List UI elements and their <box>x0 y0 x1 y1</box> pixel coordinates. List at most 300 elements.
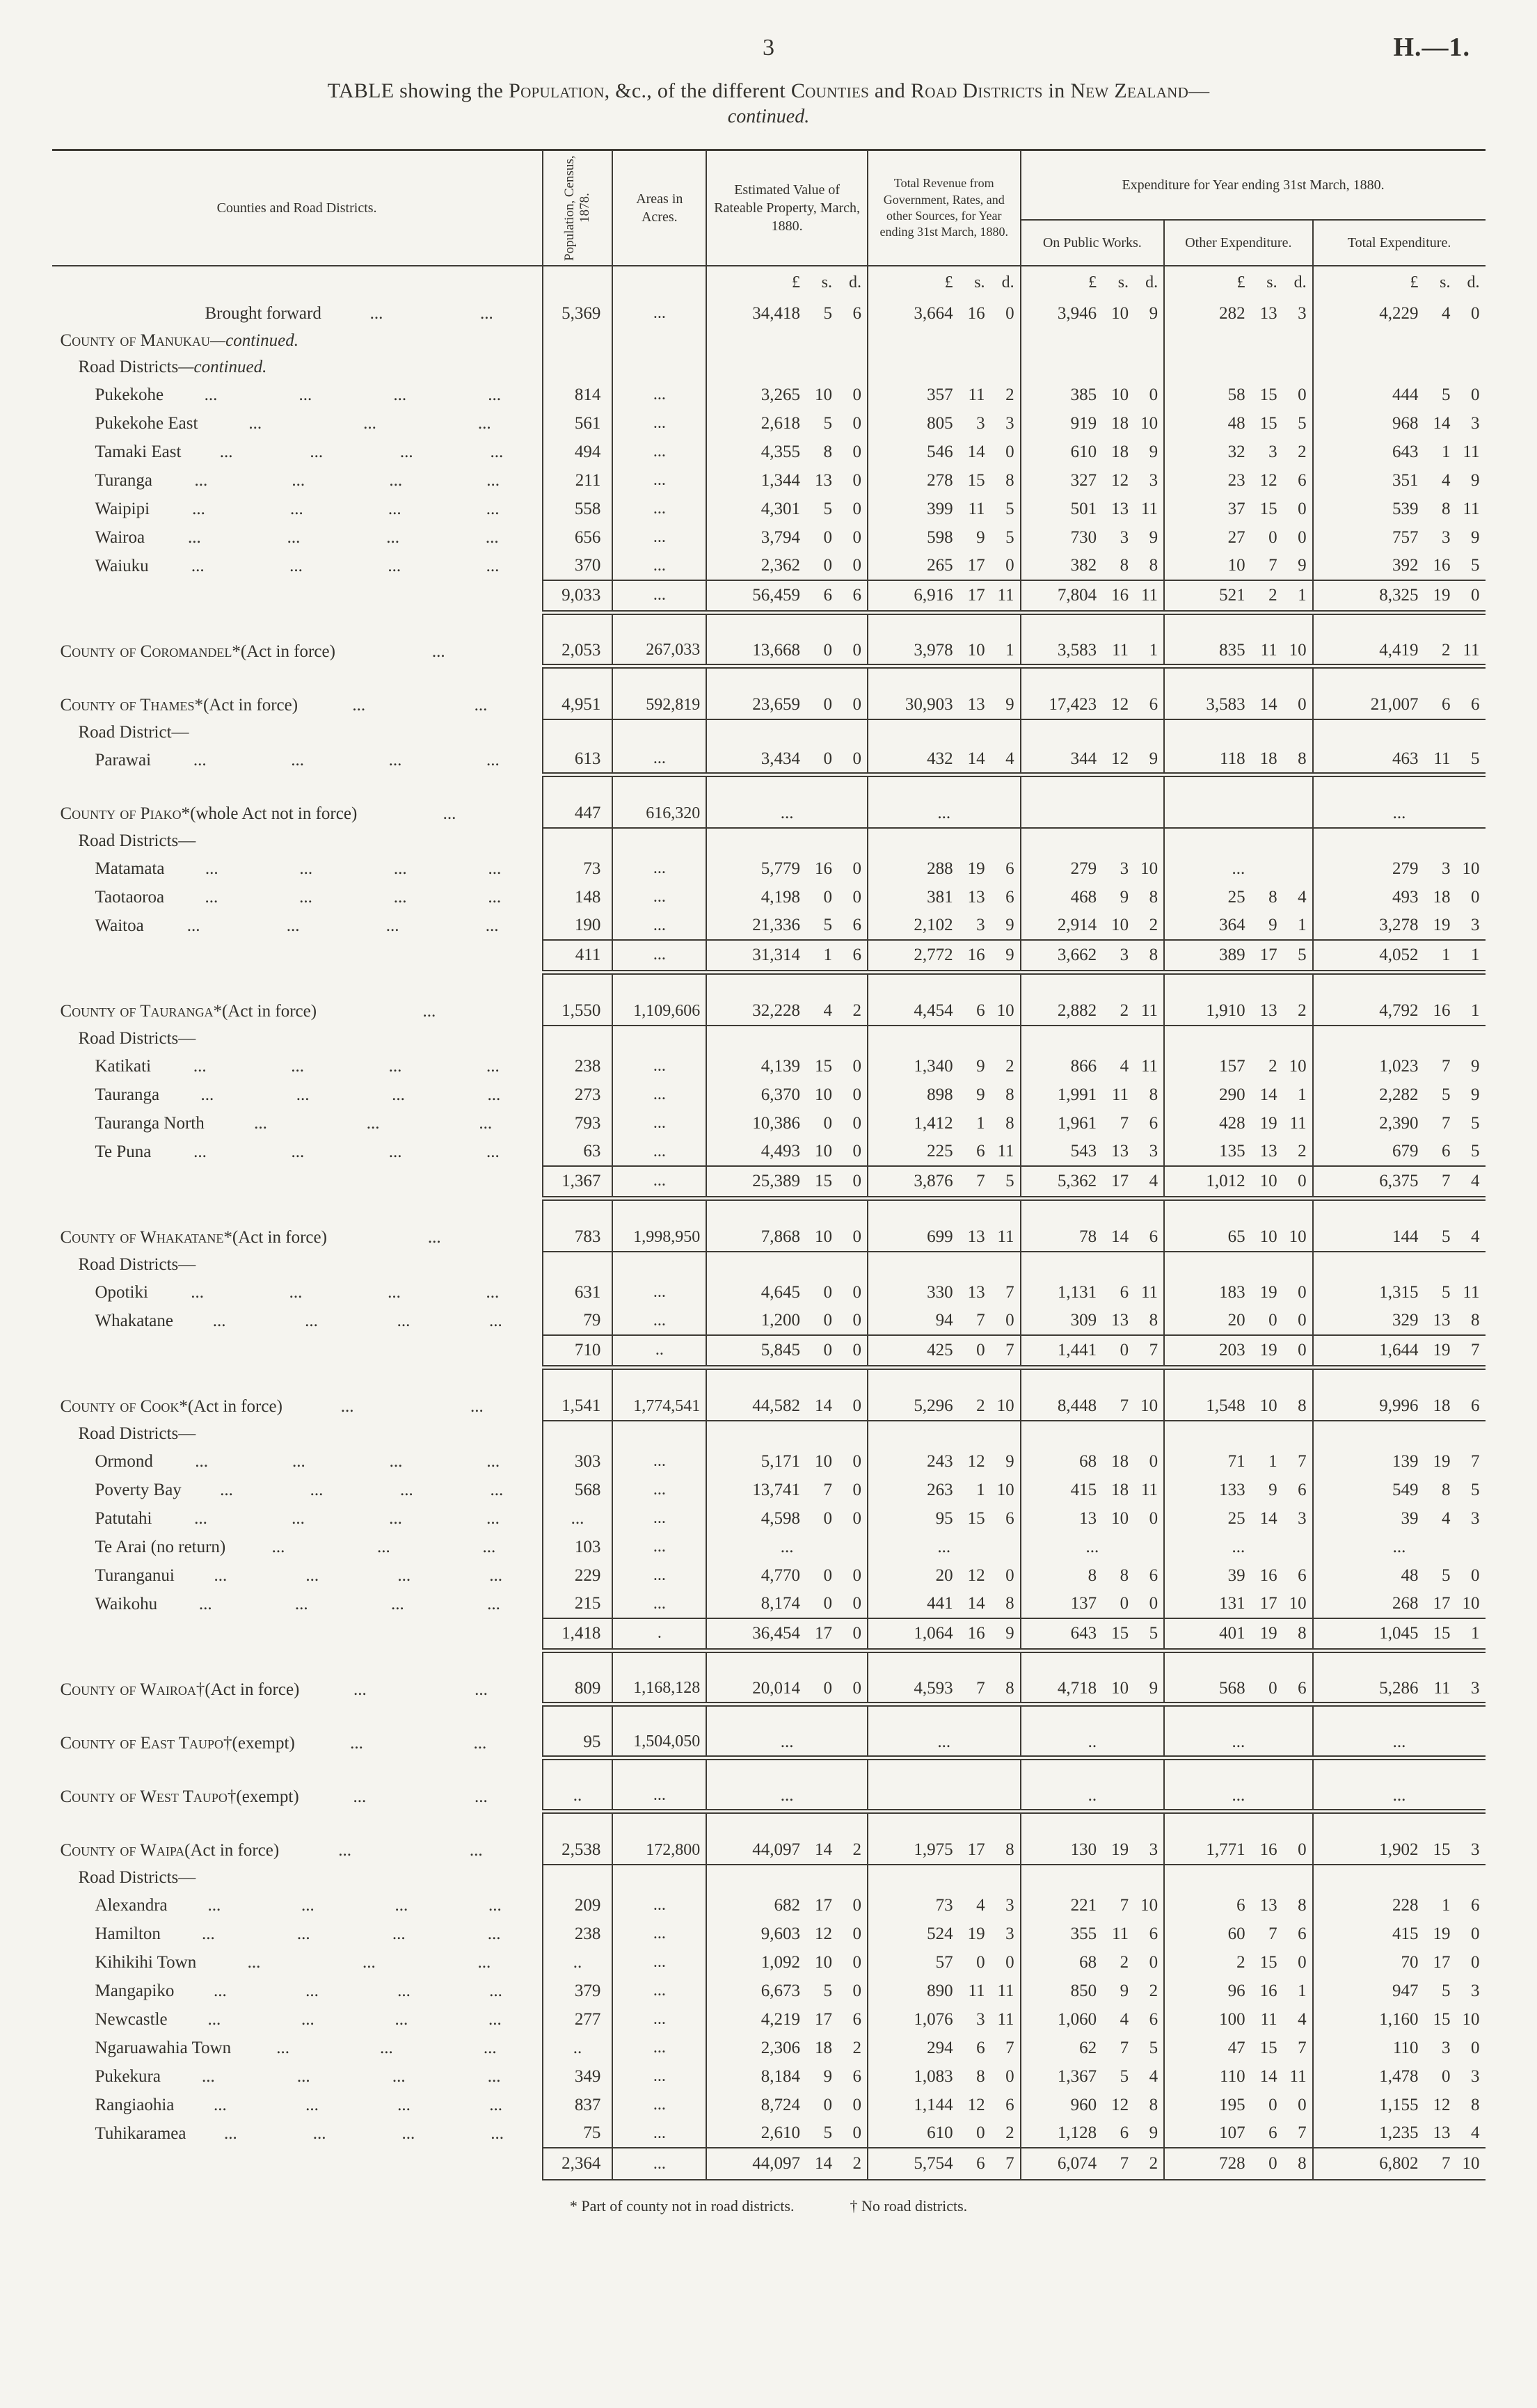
money-part: 17 <box>967 1840 985 1859</box>
money-part: 0 <box>823 556 832 575</box>
footnote <box>42 2197 1495 2215</box>
cell-est-value <box>706 1252 868 1278</box>
cell-est-value <box>706 354 868 381</box>
money-part: 18 <box>1111 1451 1129 1471</box>
cell-revenue <box>868 911 1021 940</box>
money-part: 3,664 <box>914 303 953 323</box>
leader-dots-group: ... <box>193 750 207 770</box>
cell-est-value <box>706 1650 868 1675</box>
leader-dots <box>174 2096 541 2115</box>
table-row-d <box>52 2034 1486 2062</box>
label-text: Tauranga North <box>95 1113 205 1133</box>
money-part: 2 <box>1005 2123 1014 2142</box>
cell-area: ... <box>612 2005 706 2034</box>
leader-dots <box>299 1787 542 1807</box>
money-part: 0 <box>1149 1451 1158 1471</box>
cell-population: 1,418 <box>543 1618 613 1650</box>
leader-dots-group: ... <box>289 1282 303 1302</box>
money-part: 2,618 <box>760 413 800 433</box>
money-part: 10 <box>1140 1396 1158 1415</box>
cell-est-value <box>706 552 868 580</box>
money-part: 2 <box>976 1396 985 1415</box>
money-part: 309 <box>1070 1311 1097 1330</box>
cell-revenue <box>868 1278 1021 1307</box>
money-part: 3 <box>1005 1924 1014 1943</box>
cell-population: 95 <box>543 1729 613 1757</box>
cell-public-works <box>1021 2005 1165 2034</box>
money-part: 3,434 <box>760 749 800 768</box>
money-part: 157 <box>1219 1056 1245 1076</box>
money-part: 1 <box>976 1113 985 1133</box>
row-label <box>52 1533 543 1561</box>
cell-public-works <box>1021 1865 1165 1891</box>
money-part: 14 <box>814 1840 832 1859</box>
title-segment: , &c., of the different <box>604 79 791 102</box>
money-part: 11 <box>1260 640 1277 660</box>
cell-revenue <box>868 1223 1021 1252</box>
cell-est-value <box>706 409 868 438</box>
leader-dots-group: ... <box>191 556 205 575</box>
money-part: 5,754 <box>914 2154 953 2173</box>
leader-dots-group: ... <box>490 1480 504 1499</box>
money-part: 0 <box>1298 695 1307 714</box>
table-row-cdata <box>52 799 1486 828</box>
money-part: 8 <box>1149 945 1158 964</box>
money-part: 5 <box>823 499 832 518</box>
row-label <box>52 381 543 409</box>
money-part: 268 <box>1392 1594 1419 1613</box>
cell-est-value <box>706 1920 868 1948</box>
leader-dots-group: ... <box>477 1952 491 1972</box>
money-part: 5,362 <box>1057 1171 1097 1190</box>
money-part: 0 <box>852 1396 861 1415</box>
cell-population <box>543 612 613 637</box>
cell-total-exp <box>1313 691 1486 719</box>
cell-area <box>612 612 706 637</box>
money-part: 135 <box>1219 1142 1245 1161</box>
title-segment: Road Districts <box>910 79 1043 102</box>
cell-est-value: ... <box>706 1533 868 1561</box>
table-row-d <box>52 1977 1486 2005</box>
money-part: 9 <box>976 1085 985 1104</box>
money-part: 463 <box>1392 749 1419 768</box>
money-part: 6 <box>1120 1282 1129 1302</box>
money-part: 16 <box>1111 585 1129 605</box>
money-part: 16 <box>967 945 985 964</box>
label-text: County of Wairoa† <box>60 1680 205 1699</box>
money-part: 5,296 <box>914 1396 953 1415</box>
money-part: 8 <box>1149 1085 1158 1104</box>
money-part: 7 <box>1298 2123 1307 2142</box>
money-part: 17 <box>814 1895 832 1915</box>
money-part: 4 <box>1298 2009 1307 2029</box>
money-part: 11 <box>1140 585 1158 605</box>
cell-population: 209 <box>543 1891 613 1920</box>
money-part: 3,583 <box>1057 640 1097 660</box>
label-text: Tamaki East <box>95 442 182 461</box>
leader-dots-group: ... <box>395 2009 408 2029</box>
table-row-d <box>52 1447 1486 1476</box>
cell-est-value <box>706 1081 868 1109</box>
money-part: 3,583 <box>1206 695 1245 714</box>
cell-population: 9,033 <box>543 580 613 612</box>
cell-area: ... <box>612 2062 706 2091</box>
money-part: 18 <box>1111 1480 1129 1499</box>
cell-public-works <box>1021 2119 1165 2148</box>
money-part: 25 <box>1227 1508 1245 1528</box>
leader-dots-group: ... <box>305 1311 318 1330</box>
cell-public-works <box>1021 1138 1165 1166</box>
money-part: 11 <box>1111 640 1129 660</box>
money-part: 20 <box>935 1565 953 1585</box>
money-part: 5 <box>1471 749 1480 768</box>
cell-area: ... <box>612 523 706 552</box>
money-part: 4 <box>1442 303 1451 323</box>
money-part: 6 <box>1236 1895 1245 1915</box>
cell-area: ... <box>612 580 706 612</box>
cell-est-value <box>706 2034 868 2062</box>
cell-revenue <box>868 1920 1021 1948</box>
cell-total-exp <box>1313 381 1486 409</box>
cell-other-exp <box>1164 1109 1313 1138</box>
money-part: 7 <box>1442 1113 1451 1133</box>
money-part: 0 <box>852 1056 861 1076</box>
money-part: 3 <box>1471 1508 1480 1528</box>
money-part: 351 <box>1392 470 1419 490</box>
cell-other-exp <box>1164 1561 1313 1590</box>
row-label <box>52 1081 543 1109</box>
row-label <box>52 409 543 438</box>
money-part: 9 <box>976 527 985 547</box>
row-label <box>52 1650 543 1675</box>
cell-est-value <box>706 1278 868 1307</box>
cell-public-works <box>1021 746 1165 774</box>
money-part: 0 <box>823 1594 832 1613</box>
cell-area: ... <box>612 911 706 940</box>
cell-revenue: ... <box>868 1729 1021 1757</box>
cell-public-works <box>1021 1367 1165 1392</box>
table-row-cdata <box>52 691 1486 719</box>
money-part: 11 <box>1140 499 1158 518</box>
cell-public-works <box>1021 1891 1165 1920</box>
cell-public-works <box>1021 580 1165 612</box>
money-part: 6,802 <box>1379 2154 1419 2173</box>
money-part: 0 <box>852 1171 861 1190</box>
row-label <box>52 1590 543 1618</box>
money-part: 7 <box>823 1480 832 1499</box>
money-part: 9,996 <box>1379 1396 1419 1415</box>
cell-population: 837 <box>543 2091 613 2119</box>
cell-public-works <box>1021 1920 1165 1948</box>
money-part: 2,610 <box>760 2123 800 2142</box>
table-row-cdata <box>52 1223 1486 1252</box>
leader-dots-group: ... <box>192 499 205 518</box>
leader-dots-group: ... <box>205 887 218 907</box>
cell-revenue <box>868 580 1021 612</box>
cell-total-exp <box>1313 1618 1486 1650</box>
money-part: 36,454 <box>752 1623 800 1643</box>
label-text: Pukekohe <box>95 385 164 404</box>
cell-other-exp <box>1164 1138 1313 1166</box>
leader-dots-group: ... <box>491 2123 504 2143</box>
money-part: 3 <box>1120 527 1129 547</box>
cell-other-exp <box>1164 997 1313 1026</box>
money-part: 11 <box>1463 442 1480 461</box>
cell-revenue <box>868 354 1021 381</box>
cell-public-works <box>1021 1252 1165 1278</box>
money-part: 0 <box>852 1678 861 1698</box>
cell-other-exp <box>1164 1392 1313 1421</box>
cell-population: 379 <box>543 1977 613 2005</box>
money-part: 4 <box>1120 1056 1129 1076</box>
cell-revenue <box>868 1865 1021 1891</box>
money-part: 9 <box>1149 2123 1158 2142</box>
money-part: 0 <box>823 527 832 547</box>
money-part: 20 <box>1227 1311 1245 1330</box>
row-label <box>52 2119 543 2148</box>
cell-area: ... <box>612 1783 706 1811</box>
money-part: 14 <box>1259 1508 1277 1528</box>
money-part: 10 <box>1289 1594 1307 1613</box>
money-part: 0 <box>823 1678 832 1698</box>
money-part: 330 <box>927 1282 953 1302</box>
label-text: (Act in force) <box>184 1840 280 1860</box>
cell-total-exp <box>1313 828 1486 854</box>
table-row-gap <box>52 1704 1486 1729</box>
cell-other-exp <box>1164 1811 1313 1836</box>
leader-dots-group: ... <box>488 385 502 404</box>
leader-dots-group: ... <box>312 2123 326 2143</box>
money-part: 13,741 <box>752 1480 800 1499</box>
cell-public-works <box>1021 1561 1165 1590</box>
cell-area <box>612 1865 706 1891</box>
title-segment: and <box>869 79 911 102</box>
money-part: 19 <box>1259 1113 1277 1133</box>
cell-total-exp <box>1313 1367 1486 1392</box>
cell-total-exp <box>1313 1590 1486 1618</box>
leader-dots-group: ... <box>486 499 500 518</box>
money-part: 10 <box>996 1001 1014 1020</box>
money-part: 19 <box>1433 585 1451 605</box>
money-part: 6 <box>1298 1565 1307 1585</box>
row-label <box>52 666 543 691</box>
leader-dots <box>152 471 542 491</box>
money-part: 10 <box>814 1227 832 1246</box>
label-text: Road Districts— <box>78 1424 196 1443</box>
money-part: 549 <box>1392 1480 1419 1499</box>
money-part: 13 <box>967 1282 985 1302</box>
row-label <box>52 828 543 854</box>
money-part: 0 <box>852 1113 861 1133</box>
leader-dots-group: ... <box>296 1085 310 1104</box>
money-part: 34,418 <box>752 303 800 323</box>
money-part: 14 <box>1111 1227 1129 1246</box>
leader-dots-group: ... <box>305 1565 319 1585</box>
money-part: 1,412 <box>914 1113 953 1133</box>
leader-dots <box>298 696 542 715</box>
cell-other-exp <box>1164 381 1313 409</box>
money-part: 0 <box>1005 2066 1014 2086</box>
money-part: 0 <box>1149 1508 1158 1528</box>
row-label <box>52 1252 543 1278</box>
doc-title-continued: continued. <box>727 106 810 127</box>
money-part: 7 <box>1268 556 1277 575</box>
cell-total-exp <box>1313 1504 1486 1533</box>
leader-dots-group: ... <box>388 1142 402 1161</box>
cell-other-exp <box>1164 1026 1313 1052</box>
money-part: 9 <box>1471 470 1480 490</box>
cell-area <box>612 1650 706 1675</box>
money-part: 6,370 <box>760 1085 800 1104</box>
cell-total-exp <box>1313 354 1486 381</box>
money-part: 679 <box>1392 1142 1419 1161</box>
leader-dots-group: ... <box>363 1952 376 1972</box>
money-part: 3 <box>1471 1678 1480 1698</box>
cell-other-exp <box>1164 1081 1313 1109</box>
cell-other-exp <box>1164 2148 1313 2180</box>
cell-revenue <box>868 2005 1021 2034</box>
table-row-d <box>52 552 1486 580</box>
cell-population: 809 <box>543 1675 613 1704</box>
label-text: (Act in force) <box>222 1001 317 1021</box>
cell-public-works <box>1021 1757 1165 1783</box>
money-part: 13 <box>967 695 985 714</box>
cell-population: ... <box>543 1504 613 1533</box>
money-part: 14 <box>967 442 985 461</box>
money-part: 32 <box>1227 442 1245 461</box>
cell-total-exp <box>1313 1278 1486 1307</box>
cell-revenue <box>868 1783 1021 1811</box>
money-part: 12 <box>967 1451 985 1471</box>
label-text: (Act in force) <box>205 1680 300 1699</box>
money-part: 0 <box>1005 1311 1014 1330</box>
table-row-gap <box>52 1367 1486 1392</box>
row-label <box>52 1757 543 1783</box>
leader-dots-group: ... <box>485 527 499 547</box>
row-label <box>52 1278 543 1307</box>
table-row-tot <box>52 1166 1486 1198</box>
money-part: 11 <box>997 1227 1014 1246</box>
money-part: 31,314 <box>752 945 800 964</box>
leader-dots <box>295 1734 542 1753</box>
money-part: 8 <box>1471 2095 1480 2114</box>
cell-est-value <box>706 774 868 799</box>
leader-dots-group: ... <box>490 442 504 461</box>
money-part: 7 <box>1120 2038 1129 2057</box>
money-part: 0 <box>852 1594 861 1613</box>
money-part: 0 <box>823 695 832 714</box>
money-part: 0 <box>852 527 861 547</box>
money-part: 4 <box>1005 749 1014 768</box>
cell-total-exp <box>1313 997 1486 1026</box>
money-part: 1,012 <box>1206 1171 1245 1190</box>
money-part: 5 <box>1442 1282 1451 1302</box>
money-part: 2 <box>1298 1142 1307 1161</box>
cell-public-works <box>1021 2062 1165 2091</box>
leader-dots-group: ... <box>212 1311 226 1330</box>
cell-revenue <box>868 1307 1021 1335</box>
leader-dots-group: ... <box>487 1924 501 1943</box>
money-part: 10 <box>1462 1594 1480 1613</box>
row-label <box>52 354 543 381</box>
table-row-d <box>52 381 1486 409</box>
money-part: 3 <box>1268 442 1277 461</box>
money-part: 0 <box>852 859 861 878</box>
money-part: 5 <box>1442 385 1451 404</box>
money-part: 12 <box>1111 2095 1129 2114</box>
cell-total-exp <box>1313 580 1486 612</box>
money-part: 0 <box>823 1565 832 1585</box>
cell-other-exp <box>1164 1335 1313 1367</box>
money-part: d. <box>1293 273 1307 292</box>
cell-total-exp <box>1313 1920 1486 1948</box>
leader-dots-group: ... <box>219 442 233 461</box>
label-text: Poverty Bay <box>95 1480 182 1499</box>
cell-revenue <box>868 1977 1021 2005</box>
money-part: 5 <box>1005 1171 1014 1190</box>
money-part: 62 <box>1079 2038 1097 2057</box>
money-part: 11 <box>997 2009 1014 2029</box>
money-part: 3 <box>1442 2038 1451 2057</box>
money-part: 10 <box>814 1142 832 1161</box>
money-part: 4 <box>1442 1508 1451 1528</box>
label-text: County of Whakatane* <box>60 1227 232 1247</box>
cell-public-works <box>1021 1948 1165 1977</box>
money-part: 17 <box>967 585 985 605</box>
money-part: 0 <box>852 1623 861 1643</box>
leader-dots <box>149 557 542 576</box>
table-row-sub <box>52 1421 1486 1447</box>
label-text: Pukekohe East <box>95 413 198 433</box>
cell-other-exp <box>1164 2119 1313 2148</box>
cell-population: 63 <box>543 1138 613 1166</box>
leader-dots-group: ... <box>207 2009 221 2029</box>
money-part: 10 <box>1462 2009 1480 2029</box>
money-part: 7 <box>1149 1340 1158 1360</box>
row-label <box>52 1783 543 1811</box>
leader-dots-group: ... <box>299 859 313 878</box>
leader-dots-group: ... <box>194 470 208 490</box>
cell-est-value <box>706 1421 868 1447</box>
label-text: Road Districts— <box>78 831 196 850</box>
cell-revenue <box>868 972 1021 997</box>
label-text: Parawai <box>95 750 152 770</box>
money-part: 11 <box>1140 1282 1158 1302</box>
leader-dots-group: ... <box>489 2095 502 2114</box>
money-part: 568 <box>1219 1678 1245 1698</box>
money-part: 805 <box>927 413 953 433</box>
money-part: 12 <box>967 1565 985 1585</box>
row-label <box>52 1307 543 1335</box>
money-part: 0 <box>1298 1340 1307 1360</box>
cell-other-exp <box>1164 1476 1313 1504</box>
money-part: 11 <box>1463 640 1480 660</box>
cell-total-exp <box>1313 1223 1486 1252</box>
cell-population: 447 <box>543 799 613 828</box>
leader-dots-group: ... <box>488 887 502 907</box>
money-part: 68 <box>1079 1952 1097 1972</box>
money-part: 9 <box>1268 916 1277 934</box>
money-part: 13 <box>1433 1311 1451 1330</box>
cell-revenue <box>868 2119 1021 2148</box>
money-part: 10 <box>1259 1227 1277 1246</box>
money-part: 546 <box>927 442 953 461</box>
money-part: 0 <box>1298 1282 1307 1302</box>
cell-revenue <box>868 2062 1021 2091</box>
col-header-other-exp: Other Expenditure. <box>1164 220 1313 266</box>
label-text: Ngaruawahia Town <box>95 2038 232 2057</box>
label-text: Waipipi <box>95 499 150 518</box>
